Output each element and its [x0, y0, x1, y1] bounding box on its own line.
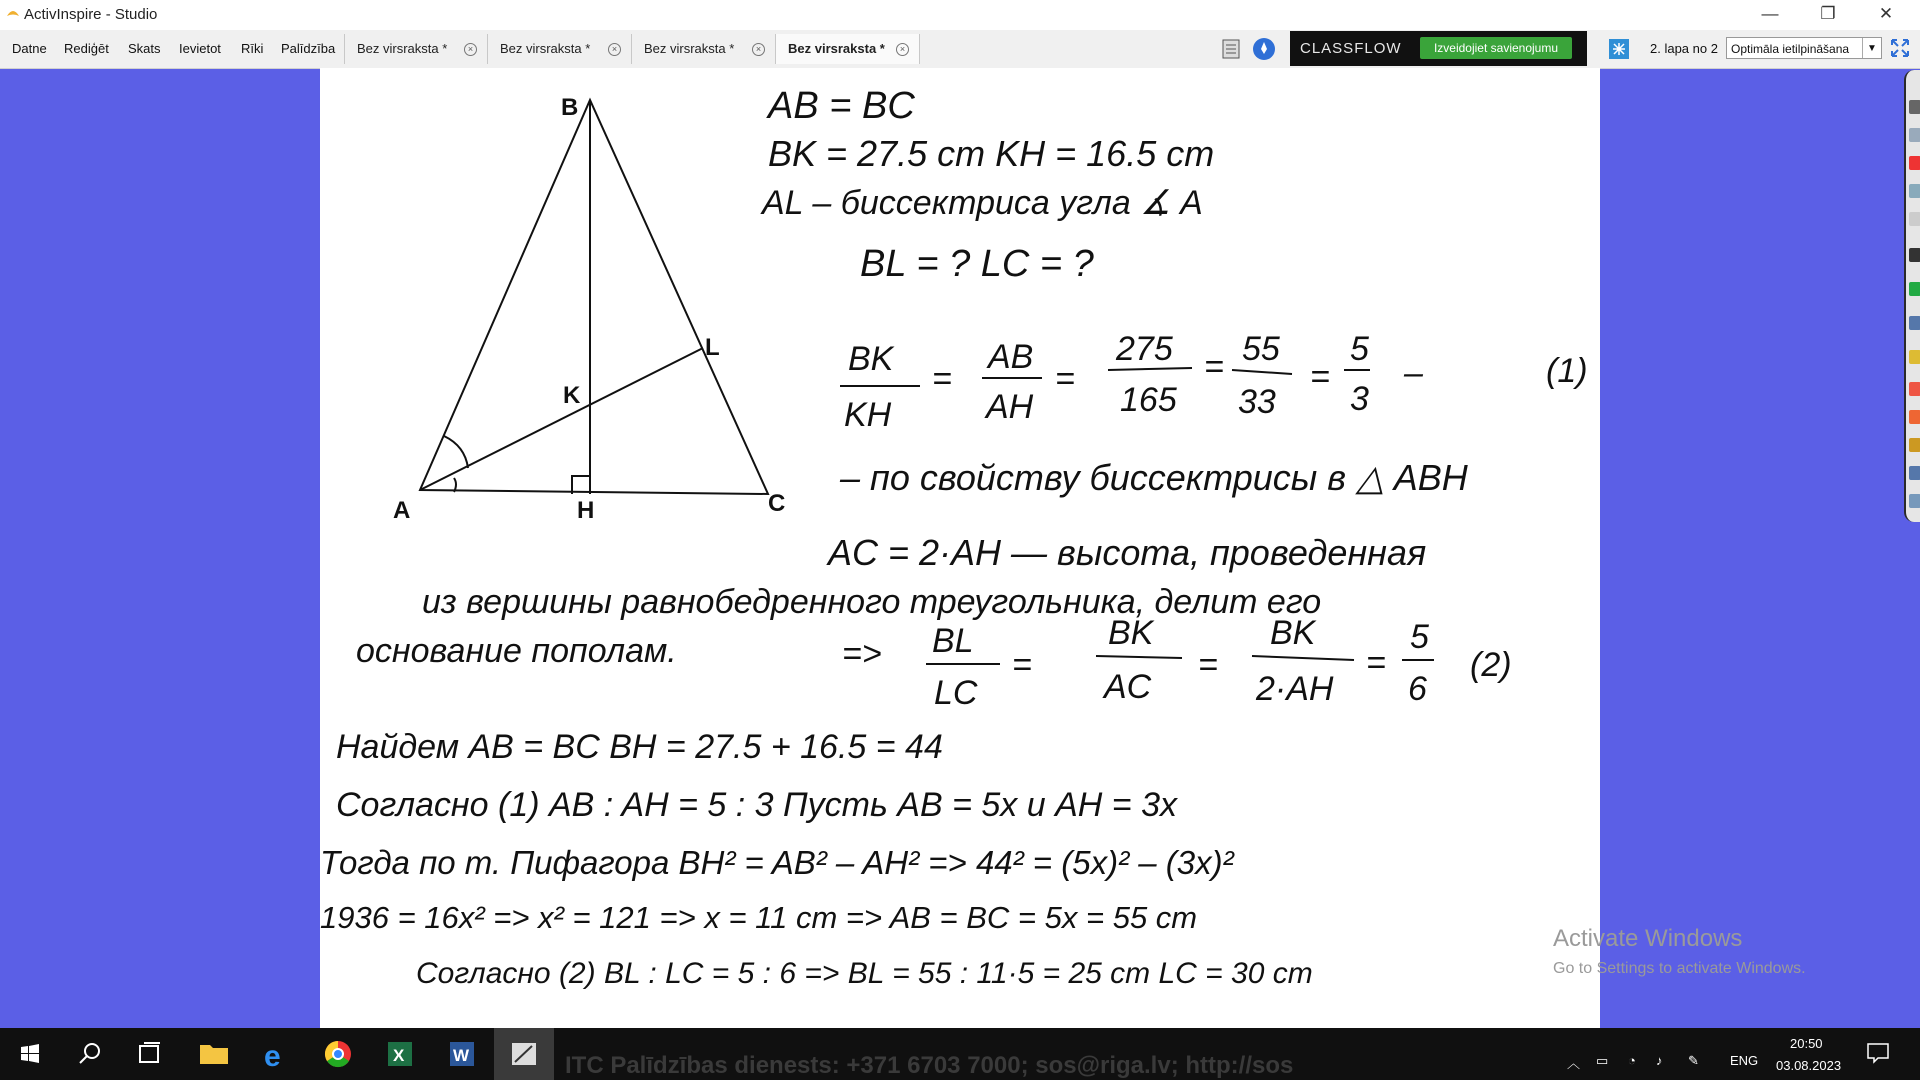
activinspire-app-icon: [6, 8, 20, 22]
solution-line-1: Найдем AB = BC BH = 27.5 + 16.5 = 44: [336, 728, 943, 766]
fullscreen-toggle-icon[interactable]: [1890, 38, 1910, 58]
eq2-f2-den: AC: [1104, 668, 1152, 706]
page-drawing: [320, 68, 1600, 1028]
toolbox-icon[interactable]: [1909, 382, 1920, 396]
equation-2: [842, 614, 1512, 712]
eq1-f1-den: KH: [844, 396, 892, 434]
toolbox-icon[interactable]: [1909, 350, 1920, 364]
eq1-f3-num: 275: [1116, 330, 1173, 368]
tab-label: Bez virsraksta *: [357, 41, 448, 56]
eq2-arrow: =>: [842, 635, 882, 673]
triangle-abc: [420, 100, 768, 494]
eq2-f2-num: BK: [1108, 614, 1154, 652]
menu-ievietot[interactable]: Ievietot: [179, 41, 221, 56]
eq2-f1-den: LC: [934, 674, 978, 712]
eq2-tag: (2): [1470, 646, 1512, 684]
word-icon[interactable]: [432, 1028, 492, 1080]
eq1-dash: –: [1404, 354, 1423, 392]
toolbox-icon[interactable]: [1909, 466, 1920, 480]
given-bisector: AL – биссектриса угла ∡ A: [762, 184, 1203, 222]
menu-riki[interactable]: Rīki: [241, 41, 264, 56]
flipchart-page[interactable]: [320, 68, 1600, 1028]
menu-datne[interactable]: Datne: [12, 41, 47, 56]
note-base-half: основание пополам.: [356, 632, 677, 670]
tab-close-icon[interactable]: ×: [464, 43, 477, 56]
eq2-sign: =: [1012, 646, 1032, 684]
classflow-connect-button[interactable]: Izveidojiet savienojumu: [1420, 37, 1572, 59]
eq2-sign: =: [1198, 646, 1218, 684]
toolbox-icon[interactable]: [1909, 282, 1920, 296]
solution-line-2: Согласно (1) AB : AH = 5 : 3 Пусть AB = 5x и AH = 3x: [336, 786, 1178, 824]
close-button[interactable]: ✕: [1878, 4, 1894, 23]
classflow-logo: CLASSFLOW: [1300, 40, 1402, 57]
given-ab-bc: AB = BC: [768, 85, 915, 127]
file-explorer-icon[interactable]: [184, 1028, 244, 1080]
zoom-select[interactable]: [1726, 37, 1882, 59]
eq1-f5-num: 5: [1350, 330, 1369, 368]
eq1-tag: (1): [1546, 352, 1588, 390]
tab-document-4-active[interactable]: [776, 34, 920, 64]
activate-windows-subtitle: Go to Settings to activate Windows.: [1553, 960, 1806, 977]
vertex-label-a: A: [393, 497, 411, 524]
network-icon[interactable]: ◔: [1628, 1053, 1636, 1068]
note-isosceles: из вершины равнобедренного треугольника, делит его: [422, 583, 1322, 621]
toolbox-icon[interactable]: [1909, 212, 1920, 226]
solution-line-5: Согласно (2) BL : LC = 5 : 6 => BL = 55 : 11·5 = 25 cm LC = 30 cm: [416, 957, 1313, 990]
eq2-f3-den: 2·AH: [1256, 670, 1334, 708]
eq2-f4-num: 5: [1410, 618, 1429, 656]
equation-1: [840, 330, 1588, 434]
solution-line-3: Тогда по т. Пифагора BH² = AB² – AH² => 44² = (5x)² – (3x)²: [320, 844, 1234, 881]
eq2-f1-num: BL: [932, 622, 974, 660]
zoom-select-value: Optimāla ietilpināšana: [1731, 42, 1850, 56]
toolbox-icon[interactable]: [1909, 438, 1920, 452]
toolbox-icon[interactable]: [1909, 184, 1920, 198]
vertex-label-l: L: [705, 334, 720, 361]
toolbox-icon[interactable]: [1909, 100, 1920, 114]
tab-close-icon[interactable]: ×: [896, 43, 909, 56]
tab-label: Bez virsraksta *: [644, 41, 735, 56]
vertex-label-c: C: [768, 490, 786, 517]
chevron-down-icon: ▼: [1862, 38, 1881, 58]
toolbox-icon[interactable]: [1909, 248, 1920, 262]
battery-icon[interactable]: ▭: [1596, 1053, 1609, 1068]
eq2-sign: =: [1366, 644, 1386, 682]
tab-label: Bez virsraksta *: [500, 41, 591, 56]
bisector-al: [420, 348, 703, 490]
svg-text:W: W: [453, 1046, 470, 1065]
classflow-panel: [1290, 31, 1587, 66]
window-title: ActivInspire - Studio: [24, 6, 158, 23]
note-bisector-property: – по свойству биссектрисы в △ ABH: [840, 457, 1468, 498]
note-ac-2ah: AC = 2·AH — высота, проведенная: [828, 532, 1427, 573]
eq1-f5-den: 3: [1350, 380, 1369, 418]
tab-document-1[interactable]: [344, 34, 488, 64]
tab-close-icon[interactable]: ×: [608, 43, 621, 56]
minimize-button[interactable]: —: [1761, 4, 1779, 23]
tab-document-3[interactable]: [632, 34, 776, 64]
activinspire-taskbar-icon[interactable]: [494, 1028, 554, 1080]
solution-line-4: 1936 = 16x² => x² = 121 => x = 11 cm => AB = BC = 5x = 55 cm: [320, 900, 1198, 935]
eq1-f3-den: 165: [1120, 381, 1177, 419]
tab-close-icon[interactable]: ×: [752, 43, 765, 56]
toolbox-icon[interactable]: [1909, 410, 1920, 424]
notes-icon[interactable]: [1222, 39, 1240, 59]
tab-document-2[interactable]: [488, 34, 632, 64]
eq1-f2-den: AH: [986, 388, 1034, 426]
search-icon[interactable]: [60, 1028, 120, 1080]
eq1-sign: =: [1310, 358, 1330, 396]
clock-date[interactable]: 03.08.2023: [1776, 1058, 1842, 1073]
activate-windows-title: Activate Windows: [1553, 925, 1743, 952]
vertex-label-k: K: [563, 382, 581, 409]
chrome-browser-icon[interactable]: [308, 1028, 368, 1080]
angle-arc-a-2: [454, 478, 456, 492]
helpdesk-banner: ITC Palīdzības dienests: +371 6703 7000; sos@riga.lv; http://sos: [565, 1052, 1294, 1079]
eq1-f1-num: BK: [848, 340, 894, 378]
question-bl-lc: BL = ? LC = ?: [860, 243, 1094, 285]
triangle-diagram: [420, 100, 768, 494]
language-indicator[interactable]: ENG: [1730, 1053, 1759, 1068]
svg-text:e: e: [264, 1040, 281, 1073]
menu-rediget[interactable]: Rediģēt: [64, 41, 109, 56]
eq1-sign: =: [1055, 360, 1075, 398]
eq1-f4-den: 33: [1238, 383, 1276, 421]
eq2-f4-den: 6: [1408, 670, 1427, 708]
menu-skats[interactable]: Skats: [128, 41, 161, 56]
tab-label: Bez virsraksta *: [788, 41, 885, 56]
eq1-f4-num: 55: [1242, 330, 1280, 368]
windows-start-icon[interactable]: [0, 1028, 60, 1080]
angle-arc-a: [444, 436, 468, 468]
menu-palidziba[interactable]: Palīdzība: [281, 41, 336, 56]
title-bar: [0, 0, 1920, 30]
toolbox-icon[interactable]: [1909, 156, 1920, 170]
eq1-sign: =: [932, 360, 952, 398]
eq2-f3-num: BK: [1270, 614, 1316, 652]
svg-text:X: X: [393, 1046, 405, 1065]
vertex-label-h: H: [577, 497, 595, 524]
notifications-icon[interactable]: [1866, 1042, 1890, 1064]
chevron-up-icon[interactable]: ︿: [1567, 1056, 1581, 1071]
vertex-label-b: B: [561, 94, 579, 121]
restore-button[interactable]: ❐: [1820, 4, 1836, 23]
clock-time[interactable]: 20:50: [1790, 1036, 1823, 1051]
given-lengths: BK = 27.5 cm KH = 16.5 cm: [768, 133, 1215, 174]
volume-icon[interactable]: ♪: [1656, 1053, 1663, 1068]
handwritten-notes: [320, 85, 1588, 990]
right-toolbox[interactable]: [1904, 70, 1920, 522]
toolbox-icon[interactable]: [1909, 128, 1920, 142]
toolbox-icon[interactable]: [1909, 316, 1920, 330]
edge-browser-icon[interactable]: [246, 1028, 306, 1080]
pen-icon[interactable]: ✎: [1688, 1053, 1699, 1068]
menu-bar: [0, 30, 1920, 69]
rocket-icon[interactable]: [1252, 37, 1276, 61]
eq1-f2-num: AB: [988, 338, 1034, 376]
eq1-sign: =: [1204, 348, 1224, 386]
task-view-icon[interactable]: [120, 1028, 180, 1080]
page-indicator: 2. lapa no 2: [1650, 41, 1718, 56]
page-browser-icon[interactable]: [1608, 38, 1630, 60]
excel-icon[interactable]: [370, 1028, 430, 1080]
toolbox-icon[interactable]: [1909, 494, 1920, 508]
